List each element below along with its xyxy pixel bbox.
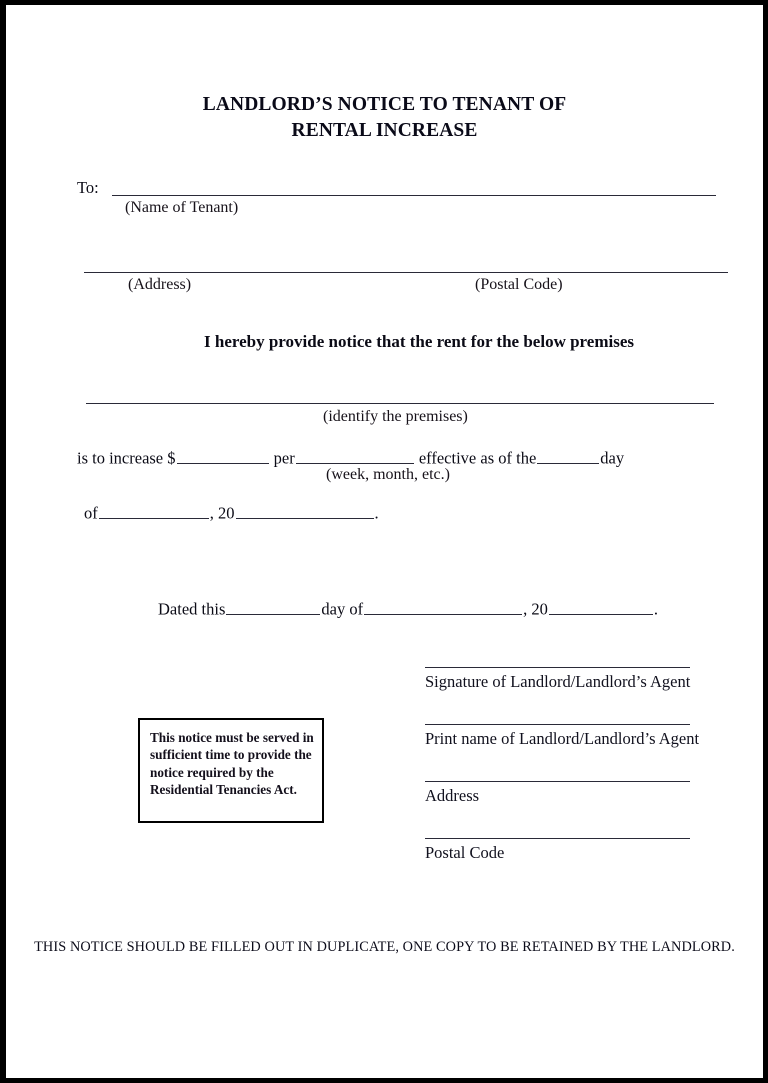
premises-caption: (identify the premises): [323, 408, 468, 425]
print-name-label: Print name of Landlord/Landlord’s Agent: [425, 729, 700, 748]
premises-input-line[interactable]: [86, 403, 714, 404]
notice-box-line-3: notice required by the: [150, 764, 274, 780]
footer-duplicate-note: THIS NOTICE SHOULD BE FILLED OUT IN DUPLICATE, ONE COPY TO BE RETAINED BY THE LANDLORD.: [34, 939, 735, 955]
effective-period-mark: .: [374, 503, 379, 523]
dated-period-mark: .: [653, 599, 658, 619]
notice-box-line-1: This notice must be served in: [150, 730, 314, 745]
day-of-text: day of: [321, 599, 364, 619]
increase-lead-text: is to increase $: [77, 448, 176, 468]
dated-sentence: [158, 598, 658, 619]
per-text: per: [273, 448, 295, 468]
to-label: To:: [77, 178, 99, 197]
landlord-address-input-line[interactable]: [425, 781, 690, 782]
rental-period-caption: (week, month, etc.): [326, 466, 450, 483]
effective-day-blank[interactable]: [537, 447, 599, 464]
tenant-name-input-line[interactable]: [112, 195, 716, 196]
landlord-address-label: Address: [425, 786, 480, 805]
served-in-time-notice-box: [138, 718, 324, 823]
increase-amount-blank[interactable]: [177, 447, 269, 464]
dated-comma-twenty: , 20: [523, 599, 548, 619]
dated-year-blank[interactable]: [549, 598, 653, 615]
dated-day-blank[interactable]: [226, 598, 320, 615]
effective-text: effective as of the: [418, 448, 537, 468]
dated-month-blank[interactable]: [364, 598, 522, 615]
landlord-postal-code-label: Postal Code: [425, 843, 505, 862]
rental-period-blank[interactable]: [296, 447, 414, 464]
of-text: of: [84, 503, 98, 523]
effective-month-blank[interactable]: [99, 502, 209, 519]
day-text: day: [600, 448, 625, 468]
notice-box-line-4: Residential Tenancies Act.: [150, 782, 297, 798]
effective-comma-twenty: , 20: [209, 503, 235, 523]
signature-label: Signature of Landlord/Landlord’s Agent: [425, 672, 691, 691]
effective-year-blank[interactable]: [236, 502, 374, 519]
tenant-postal-code-caption: (Postal Code): [475, 276, 563, 293]
dated-this-text: Dated this: [158, 599, 226, 619]
notice-box-line-2: sufficient time to provide the: [150, 747, 312, 763]
tenant-name-caption: (Name of Tenant): [125, 199, 239, 216]
document-sheet: [6, 5, 763, 1078]
form-title-line-2: RENTAL INCREASE: [291, 120, 478, 141]
rent-increase-sentence: [77, 447, 624, 468]
tenant-address-input-line[interactable]: [84, 272, 728, 273]
signature-input-line[interactable]: [425, 667, 690, 668]
rental-increase-notice-form: [6, 5, 763, 1078]
form-title-line-1: LANDLORD’S NOTICE TO TENANT OF: [202, 94, 567, 115]
print-name-input-line[interactable]: [425, 724, 690, 725]
effective-month-year-sentence: [84, 502, 379, 523]
tenant-address-caption: (Address): [128, 276, 192, 293]
landlord-postal-code-input-line[interactable]: [425, 838, 690, 839]
notice-statement-heading: I hereby provide notice that the rent for the below premises: [204, 332, 634, 351]
